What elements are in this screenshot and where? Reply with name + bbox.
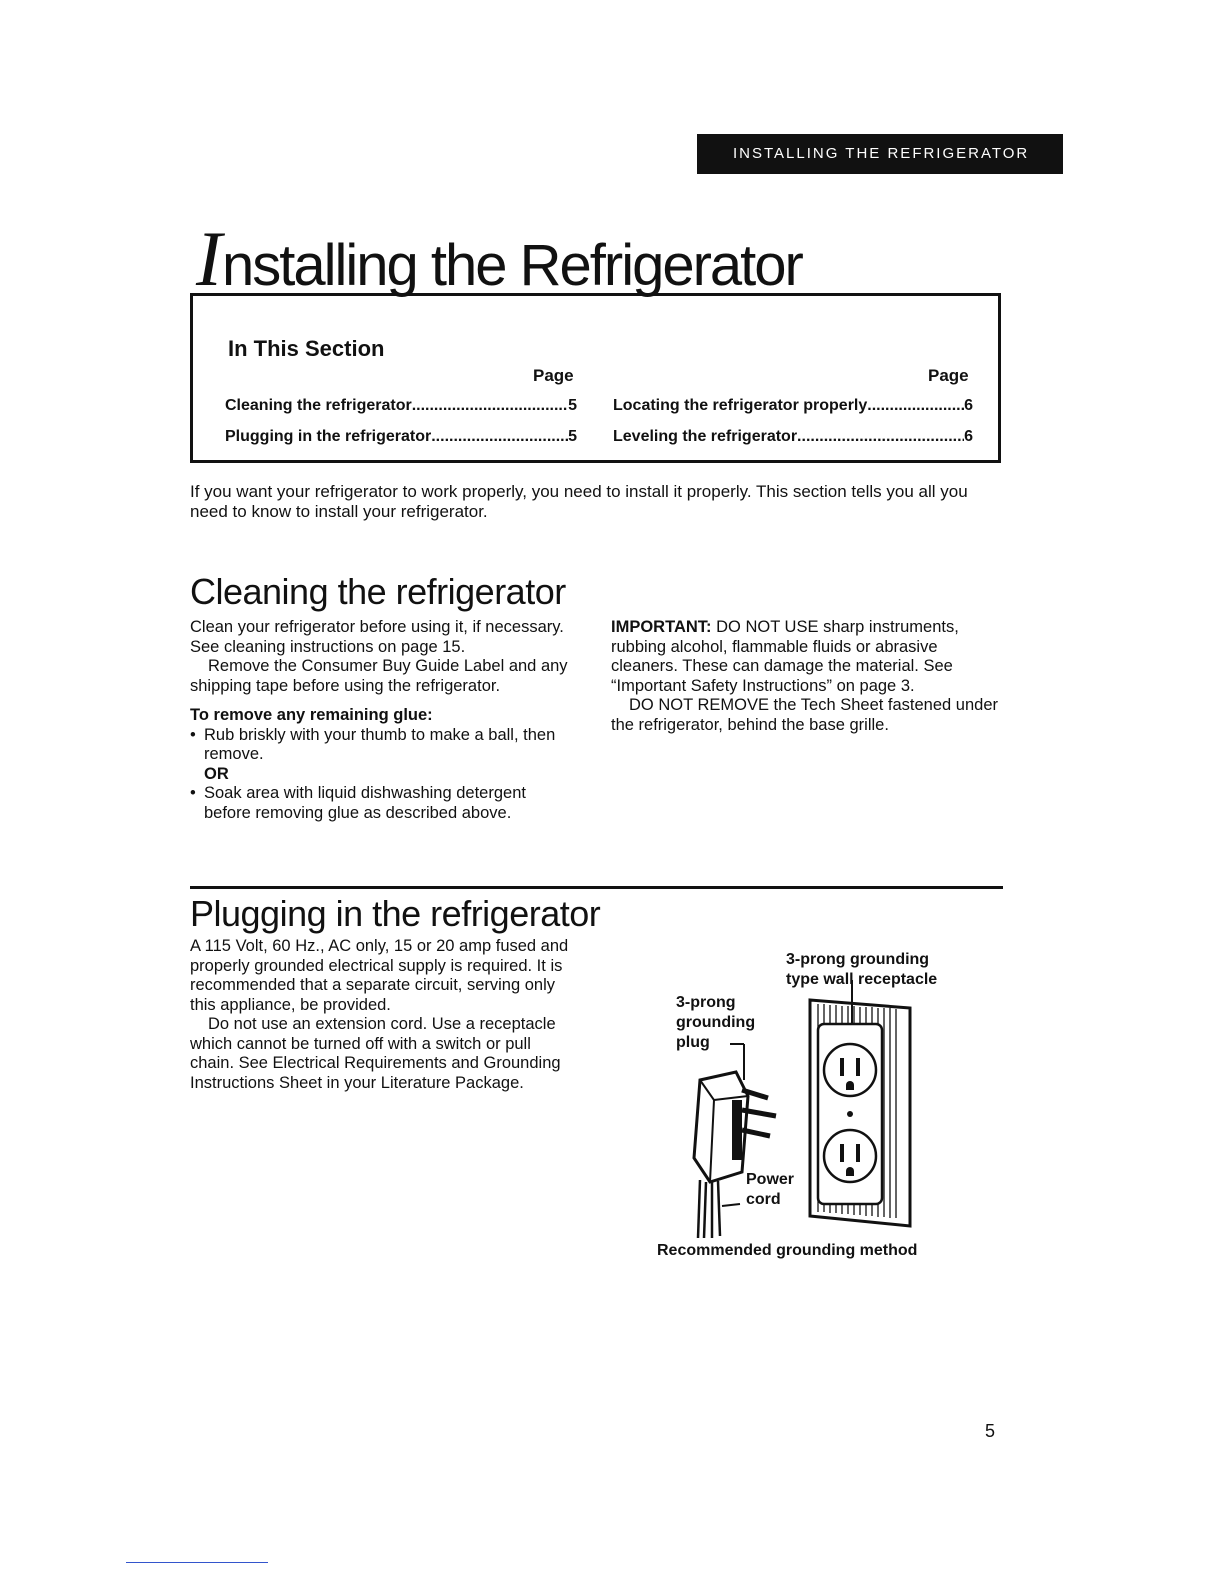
- toc-entry[interactable]: [225, 397, 577, 415]
- tech-sheet-note: DO NOT REMOVE the Tech Sheet fastened under the refrigerator, behind the base grille.: [611, 696, 998, 734]
- toc-entry[interactable]: [613, 397, 973, 415]
- important-text: DO NOT USE sharp instruments, rubbing alcohol, flammable fluids or abrasive cleaners. These can damage the material. See “Important Safety Instructions” on page 3.: [611, 618, 959, 695]
- figure-caption: Recommended grounding method: [657, 1242, 918, 1259]
- toc-entry-leader: [431, 428, 568, 446]
- plugging-para-1: A 115 Volt, 60 Hz., AC only, 15 or 20 amp fused and properly grounded electrical supply is required. It is recommended that a separate circuit, serving only this appliance, be provided.: [190, 937, 569, 1014]
- wall-receptacle-icon: [810, 980, 910, 1226]
- toc-entry-page: 6: [964, 428, 973, 445]
- toc-entry-page: 6: [964, 397, 973, 414]
- cord-label-line-1: Power: [746, 1171, 795, 1188]
- cleaning-left-column: [190, 618, 570, 823]
- page-title-rest: nstalling the Refrigerator: [221, 233, 802, 298]
- section-divider: [190, 886, 1003, 889]
- toc-page-header-left: Page: [533, 366, 574, 385]
- plug-label-line-1: 3-prong: [676, 994, 736, 1011]
- plugging-para-2: Do not use an extension cord. Use a receptacle which cannot be turned off with a switch or pull chain. See Electrical Requirements and Grounding Instructions Sheet in your Literature Package.: [190, 1015, 561, 1092]
- cleaning-para-2: Remove the Consumer Buy Guide Label and any shipping tape before using the refrigerator.: [190, 657, 568, 695]
- toc-heading: In This Section: [228, 336, 385, 361]
- toc-entry-leader: [867, 397, 964, 415]
- in-this-section-box: [190, 293, 1001, 463]
- cleaning-para-1: Clean your refrigerator before using it, if necessary. See cleaning instructions on page 15.: [190, 618, 564, 656]
- plug-label-line-3: plug: [676, 1034, 710, 1051]
- cord-label-line-2: cord: [746, 1191, 781, 1208]
- glue-heading: To remove any remaining glue:: [190, 706, 433, 724]
- receptacle-label-line-1: 3-prong grounding: [786, 951, 930, 968]
- page-title: [196, 214, 802, 304]
- plug-label-line-2: grounding: [676, 1014, 756, 1031]
- page-number: 5: [985, 1421, 996, 1441]
- toc-entry[interactable]: [613, 428, 973, 446]
- intro-paragraph: If you want your refrigerator to work properly, you need to install it properly. This section tells you all you need to know to install your refrigerator.: [190, 482, 968, 521]
- or-label: OR: [204, 764, 229, 783]
- grounding-figure: [670, 940, 1000, 1240]
- toc-entry-leader: [412, 397, 568, 415]
- section-header-label: INSTALLING THE REFRIGERATOR: [733, 145, 1030, 162]
- grounding-illustration: [670, 940, 1000, 1240]
- toc-page-header-right: Page: [928, 366, 969, 385]
- page-title-initial: I: [196, 215, 222, 302]
- cleaning-right-column: [611, 618, 1006, 735]
- toc-entry-label: Locating the refrigerator properly: [613, 397, 868, 414]
- footer-rule: [126, 1562, 268, 1563]
- plugging-text-column: [190, 937, 570, 1093]
- glue-bullet-1: [190, 726, 570, 765]
- toc-entry-page: 5: [568, 397, 577, 414]
- toc-entry[interactable]: [225, 428, 577, 446]
- glue-bullet-1-text: Rub briskly with your thumb to make a ball, then remove.: [204, 725, 556, 763]
- toc-entry-label: Plugging in the refrigerator: [225, 428, 432, 445]
- important-label: IMPORTANT:: [611, 618, 712, 636]
- toc-entry-label: Cleaning the refrigerator: [225, 397, 412, 414]
- toc-entry-leader: [797, 428, 964, 446]
- toc-entry-label: Leveling the refrigerator: [613, 428, 798, 445]
- grounding-plug-icon: [694, 1044, 776, 1238]
- important-note: [611, 618, 1006, 696]
- power-cord-icon: [698, 1180, 720, 1238]
- cleaning-heading: Cleaning the refrigerator: [190, 571, 566, 612]
- glue-bullet-2-text: Soak area with liquid dishwashing detergent before removing glue as described above.: [204, 784, 526, 822]
- receptacle-label-line-2: type wall receptacle: [786, 971, 938, 988]
- glue-bullet-2: [190, 784, 570, 823]
- bullet-icon: •: [190, 725, 196, 744]
- toc-entry-page: 5: [568, 428, 577, 445]
- bullet-icon: •: [190, 784, 196, 802]
- section-header-bar: [697, 134, 1063, 174]
- plugging-heading: Plugging in the refrigerator: [190, 893, 601, 934]
